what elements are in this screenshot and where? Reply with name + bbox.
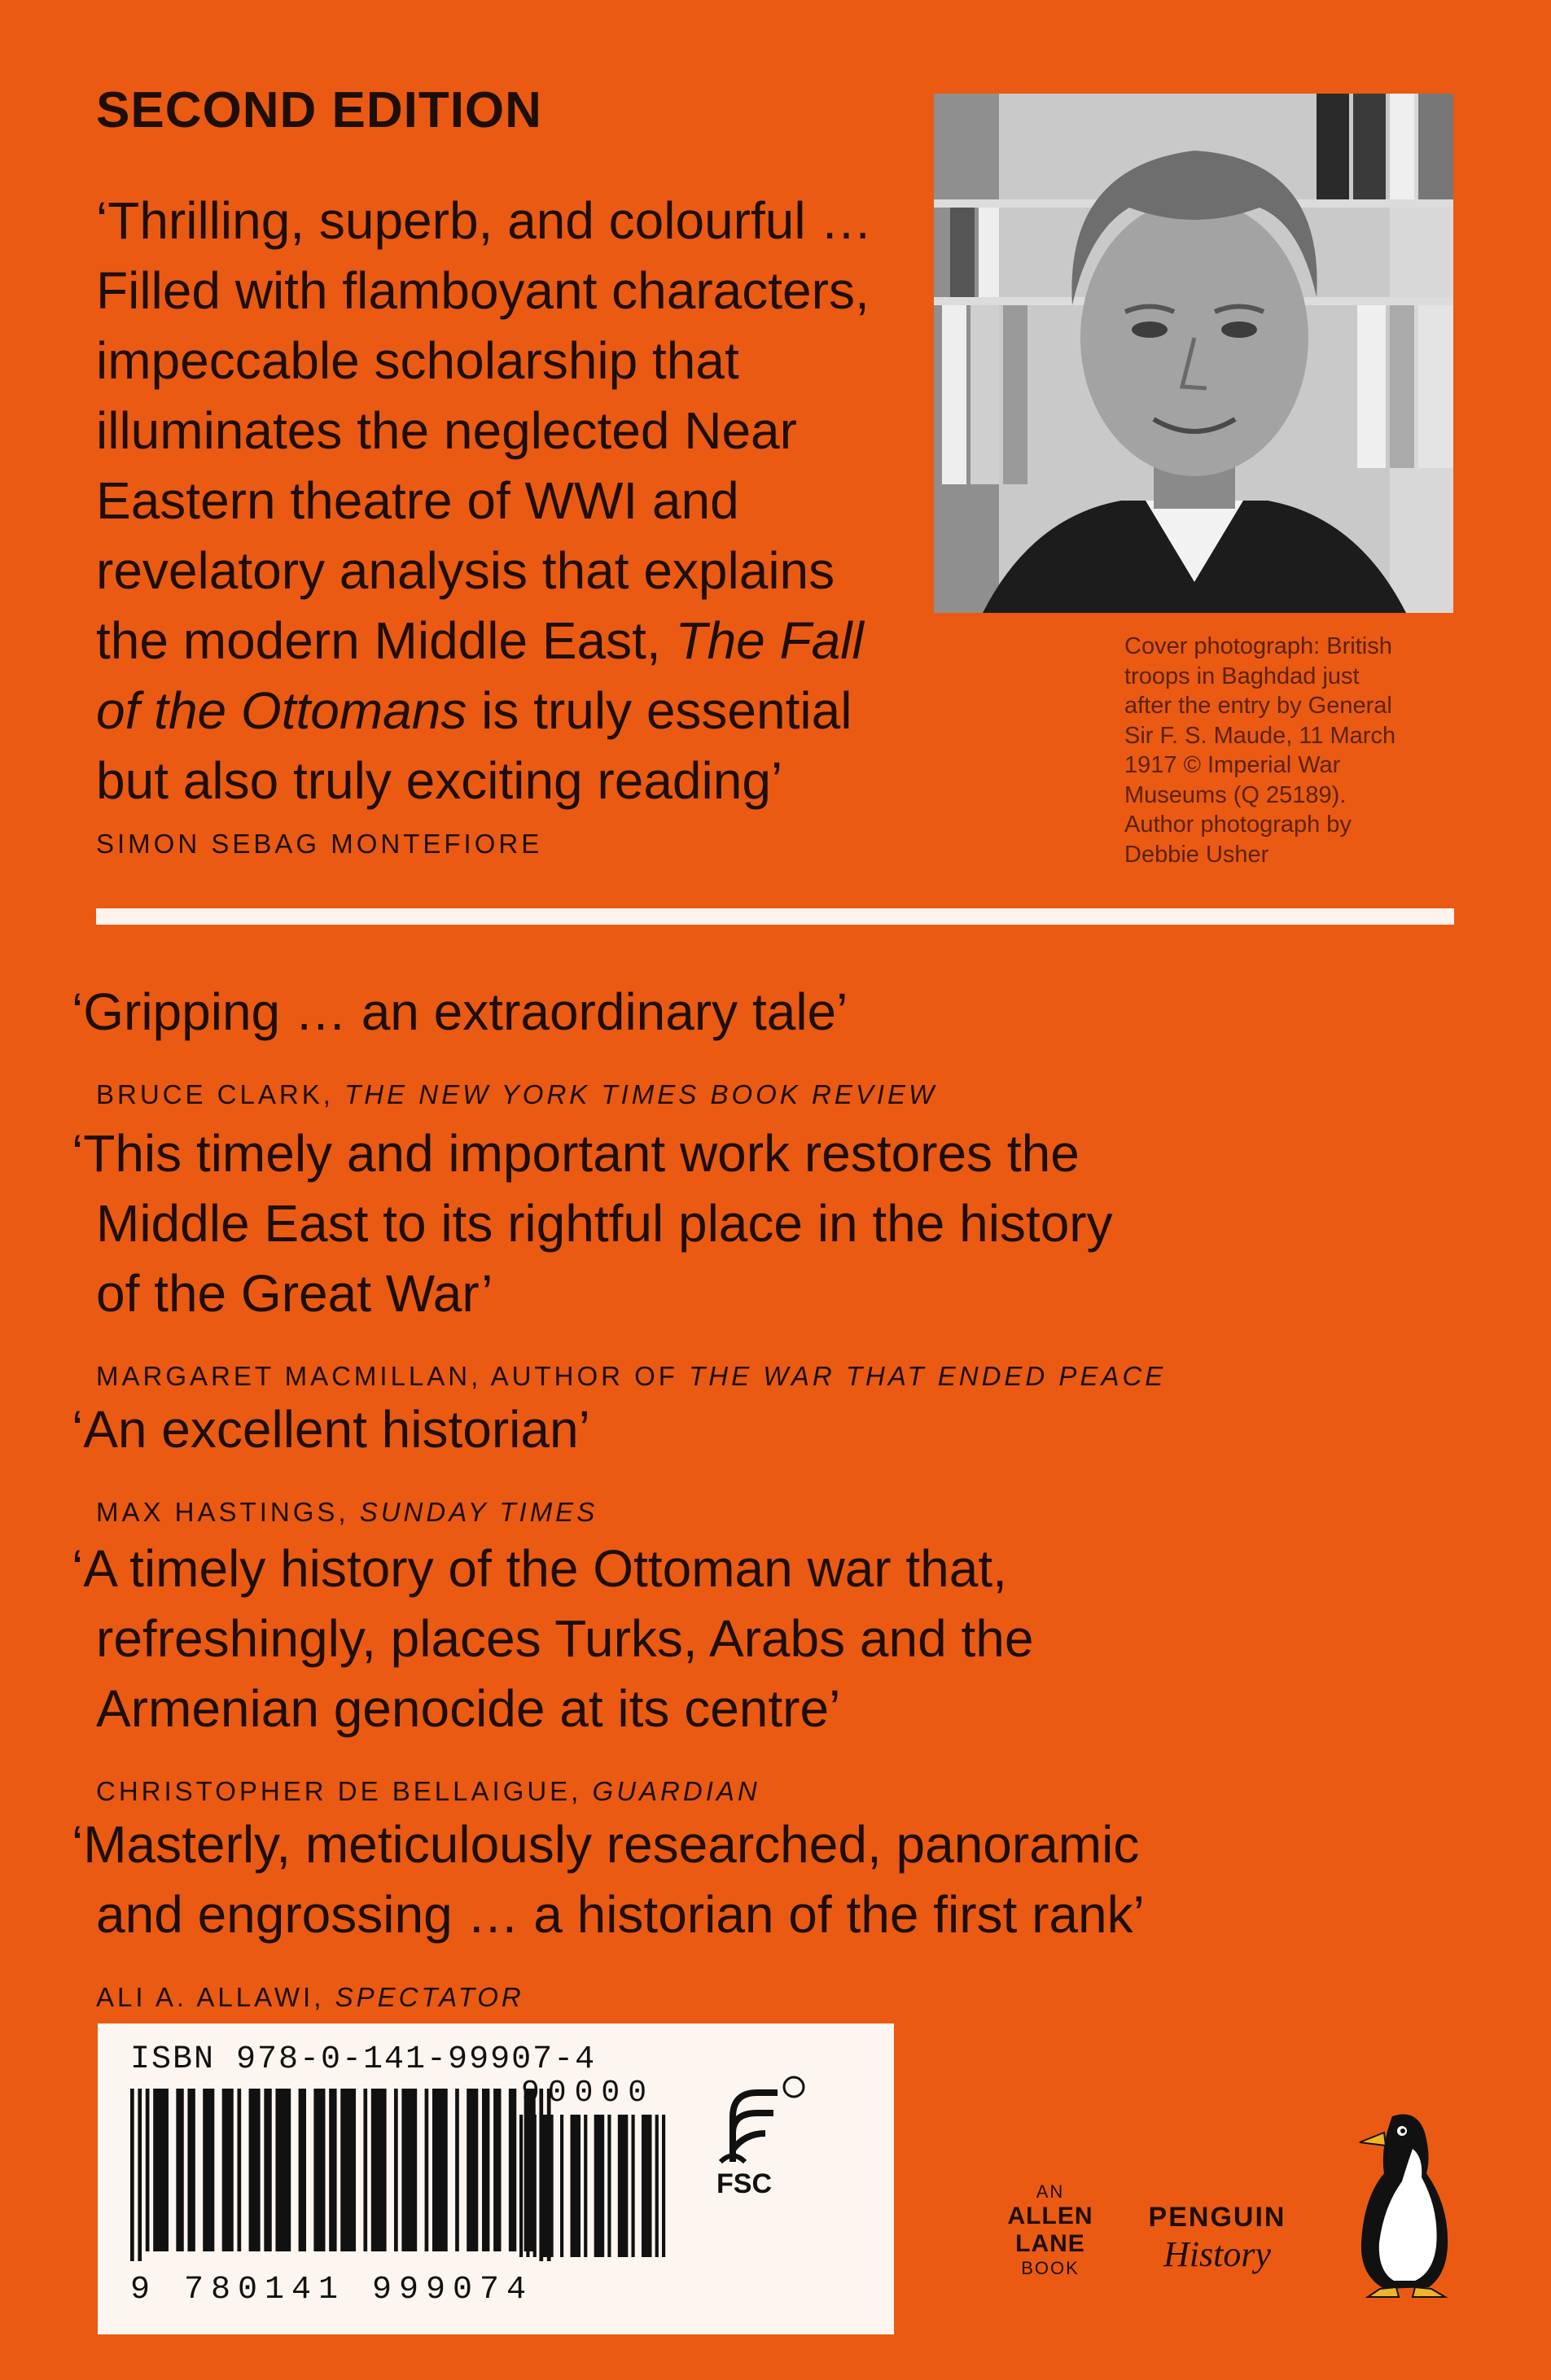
book-title: The Fall [675,611,864,670]
fsc-tree-icon [700,2072,814,2170]
allen-lane-book: BOOK [1021,2258,1080,2278]
barcode-bar [526,2115,529,2257]
barcode-bar [329,2089,336,2251]
barcode-bar [138,2089,142,2261]
lead-quote-text: is truly essential [467,681,852,740]
barcode-bar [146,2089,150,2251]
review-quote [72,1394,1374,1547]
barcode-bar [509,2089,516,2251]
barcode-bar [482,2089,489,2251]
barcode-bar [203,2089,214,2251]
author-photo [934,94,1453,613]
lead-quote-text: the modern Middle East, [96,611,676,670]
allen-lane-allen: ALLEN [1007,2203,1093,2229]
barcode-bar [571,2115,581,2257]
barcode-bar [533,2115,537,2257]
lead-quote-line: impeccable scholarship that [96,331,739,390]
barcode-bar [371,2089,387,2251]
quote-attribution [72,1962,1374,2032]
barcode-bar [176,2089,183,2251]
isbn-label: ISBN 978-0-141-99907-4 [130,2041,597,2078]
lead-quote-line: illuminates the neglected Near [96,401,797,460]
attribution-publication: THE WAR THAT ENDED PEACE [689,1361,1167,1391]
barcode-bar [340,2089,356,2251]
quote-line: of the Great War’ [96,1264,493,1323]
allen-lane-an: AN [1036,2181,1065,2202]
lead-quote-line [96,676,918,746]
attribution-publication: GUARDIAN [592,1776,760,1806]
barcode-bar [401,2089,417,2251]
barcode-bar [607,2115,611,2257]
history-label: History [1163,2234,1271,2274]
ean-barcode [130,2089,574,2264]
quote-line: ‘This timely and important work restores the [72,1124,1080,1183]
barcode-bar [584,2115,587,2257]
price-code: 90000 [521,2076,655,2111]
fsc-label: FSC [716,2168,772,2199]
review-quote [72,977,1374,1130]
quote-line: refreshingly, places Turks, Arabs and the [96,1609,1034,1668]
barcode-bar [655,2115,659,2257]
section-divider [96,908,1454,925]
quote-line: ‘Gripping … an extraordinary tale’ [72,982,848,1041]
attribution-name: BRUCE CLARK, [96,1079,345,1109]
allen-lane-logo [1001,2181,1099,2279]
barcode-bar [662,2115,665,2257]
author-portrait-image [934,94,1453,613]
penguin-label: PENGUIN [1148,2202,1286,2233]
credit-line: after the entry by General [1124,693,1392,719]
credit-line: Author photograph by [1124,812,1352,838]
barcode-bar [425,2089,429,2251]
lead-quote [96,186,918,816]
barcode-bar [560,2115,563,2257]
barcode-bar [394,2089,398,2251]
lead-quote-line: ‘Thrilling, superb, and colourful … [96,191,873,250]
barcode-bar [455,2089,459,2251]
photo-credit [1124,632,1450,869]
barcode-bar [642,2115,652,2257]
barcode-bar [222,2089,234,2251]
barcode-bar [632,2115,635,2257]
barcode-bar [313,2089,325,2251]
attribution-name: MARGARET MACMILLAN, AUTHOR OF [96,1361,690,1391]
lead-quote-line [96,606,918,676]
allen-lane-lane: LANE [1015,2230,1085,2257]
quote-line: and engrossing … a historian of the first rank’ [96,1885,1145,1944]
credit-line: Sir F. S. Maude, 11 March [1124,722,1396,749]
ean-digits: 9 780141 999074 [130,2272,534,2308]
penguin-history-imprint [1136,2202,1299,2275]
quote-line: Armenian genocide at its centre’ [96,1679,841,1738]
lead-quote-line: but also truly exciting reading’ [96,751,783,810]
barcode-bar [432,2089,448,2251]
barcode-bar [363,2089,367,2251]
attribution-name: ALI A. ALLAWI, [96,1982,335,2012]
barcode-bar [249,2089,261,2251]
attribution-publication: SPECTATOR [335,1982,524,2012]
attribution-name: MAX HASTINGS, [96,1497,360,1527]
barcode-bar [519,2115,523,2257]
review-quote [72,1533,1374,1827]
barcode-bar [153,2089,169,2251]
edition-label: SECOND EDITION [96,82,542,138]
lead-quote-line: Eastern theatre of WWI and [96,471,739,530]
lead-quote-attribution: SIMON SEBAG MONTEFIORE [96,829,543,859]
quote-line: ‘A timely history of the Ottoman war that, [72,1539,1007,1598]
barcode-bar [540,2115,554,2257]
barcode-bar [264,2089,271,2251]
review-quote [72,1118,1374,1411]
penguin-logo-icon [1335,2100,1466,2303]
barcode-bar [130,2089,134,2261]
barcode-bar [237,2089,241,2251]
quote-line: Middle East to its rightful place in the history [96,1194,1113,1253]
barcode-bar [618,2115,629,2257]
barcode-bar [275,2089,291,2251]
lead-quote-line: revelatory analysis that explains [96,541,835,600]
barcode-bar [187,2089,195,2251]
lead-quote-line: Filled with flamboyant characters, [96,261,870,320]
barcode-bar [594,2115,605,2257]
credit-line: Museums (Q 25189). [1124,781,1347,808]
book-title: of the Ottomans [96,681,467,740]
barcode-bar [467,2089,478,2251]
barcode-bar [493,2089,501,2251]
review-quote [72,1809,1374,2032]
attribution-publication: SUNDAY TIMES [359,1497,598,1527]
attribution-publication: THE NEW YORK TIMES BOOK REVIEW [344,1079,938,1109]
credit-line: Cover photograph: British [1124,633,1392,659]
credit-line: troops in Baghdad just [1124,663,1360,689]
quote-line: ‘An excellent historian’ [72,1400,590,1459]
price-barcode [519,2115,690,2261]
quote-line: ‘Masterly, meticulously researched, panoramic [72,1815,1140,1874]
barcode-bar [299,2089,306,2251]
credit-line: 1917 © Imperial War [1124,752,1341,778]
credit-line: Debbie Usher [1124,841,1269,868]
attribution-name: CHRISTOPHER DE BELLAIGUE, [96,1776,593,1806]
barcode-panel [98,2023,894,2334]
